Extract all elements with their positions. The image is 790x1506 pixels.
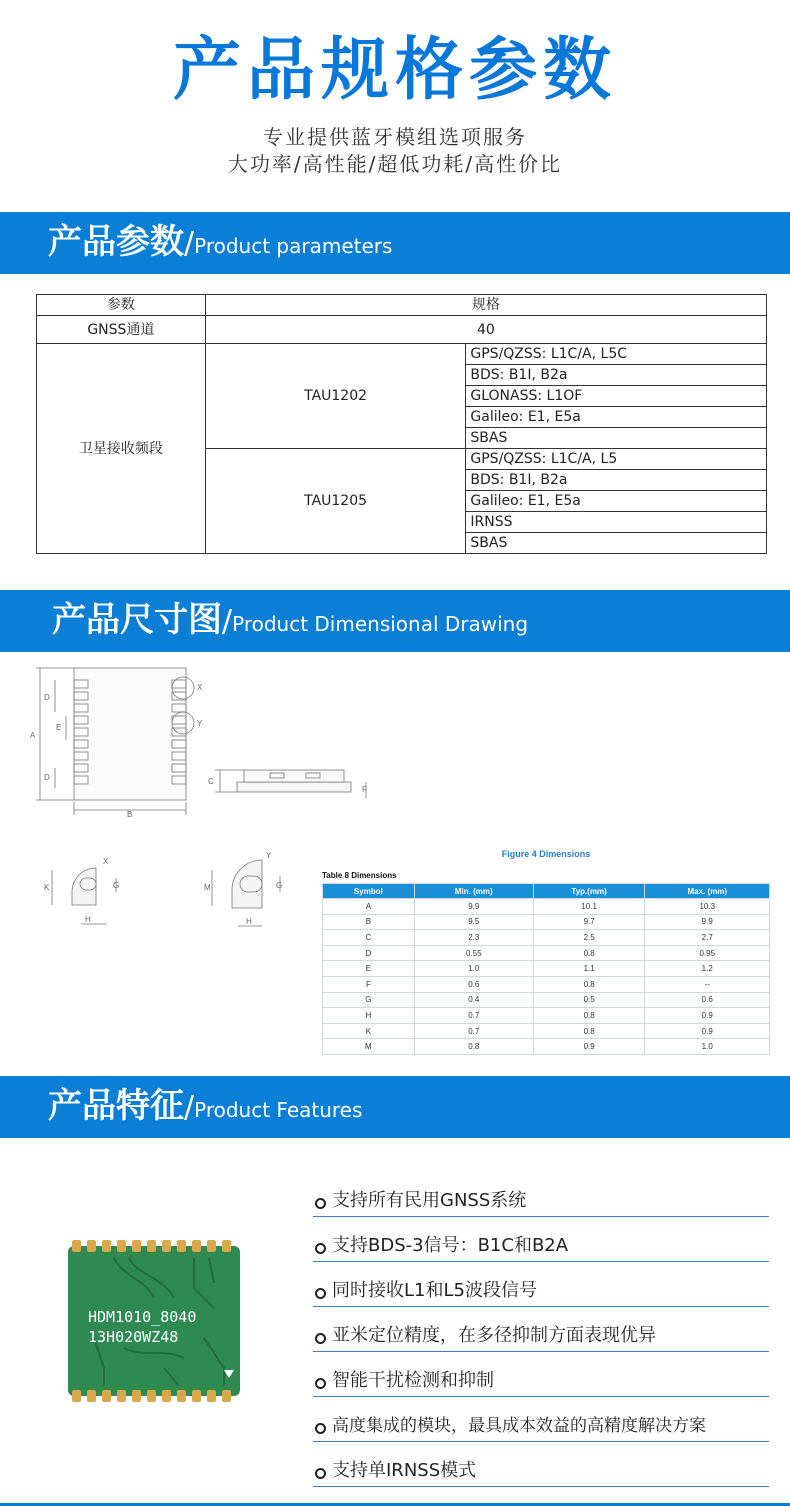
table-row [323, 945, 770, 961]
dim-label-f: F [362, 785, 367, 794]
section-header-drawing [0, 590, 790, 652]
title-separator: / [184, 226, 195, 261]
band-cell: SBAS [466, 428, 767, 449]
bottom-pads [72, 1390, 231, 1402]
table-row [323, 1039, 770, 1055]
table-cell: K [323, 1023, 415, 1039]
dim-label-c: C [208, 777, 214, 786]
section-title-en: Product parameters [194, 234, 393, 258]
bullet-icon [315, 1198, 326, 1209]
bullet-icon [315, 1333, 326, 1344]
table-row [323, 914, 770, 930]
title-separator: / [184, 1090, 195, 1125]
band-cell: BDS: B1I, B2a [466, 365, 767, 386]
list-item [313, 1262, 769, 1307]
table-cell: 10.3 [645, 899, 770, 915]
table-cell: 0.7 [414, 1008, 533, 1024]
bullet-icon [315, 1378, 326, 1389]
list-item [313, 1352, 769, 1397]
detail-x-label: X [103, 857, 109, 866]
band-cell: SBAS [466, 533, 767, 554]
figure-title: Figure 4 Dimensions [501, 849, 591, 859]
table-row [323, 930, 770, 946]
table-row [323, 1023, 770, 1039]
dim-label-m: M [204, 883, 211, 892]
table-cell: 9.9 [645, 914, 770, 930]
table-cell: 0.55 [414, 945, 533, 961]
section-header-params [0, 212, 790, 274]
section-title-en: Product Features [194, 1098, 363, 1122]
feature-text: 同时接收L1和L5波段信号 [332, 1280, 537, 1301]
dimension-table [322, 883, 770, 1055]
feature-list [313, 1172, 769, 1487]
feature-text: 智能干扰检测和抑制 [332, 1370, 494, 1391]
dim-label-d-2: D [44, 773, 50, 782]
module-outline [74, 668, 186, 800]
label-y: Y [197, 719, 203, 728]
feature-text: 亚米定位精度，在多径抑制方面表现优异 [332, 1325, 656, 1346]
table-cell: A [323, 899, 415, 915]
list-item [313, 1397, 769, 1442]
header-cell-param: 参数 [37, 295, 206, 316]
table-cell: B [323, 914, 415, 930]
table-cell: G [323, 992, 415, 1008]
dim-label-a: A [30, 731, 36, 740]
subtitle-service: 专业提供蓝牙模组选项服务 [263, 125, 527, 149]
column-header: Max. (mm) [645, 884, 770, 899]
bullet-icon [315, 1423, 326, 1434]
model-cell-tau1205: TAU1205 [205, 449, 466, 554]
dim-label-e: E [56, 723, 62, 732]
table-cell: 10.1 [533, 899, 645, 915]
table-cell: 2.7 [645, 930, 770, 946]
table-header-row [323, 884, 770, 899]
title-separator: / [222, 604, 233, 639]
dim-label-g-2: G [276, 881, 283, 890]
table-cell: 1.0 [645, 1039, 770, 1055]
module-photo [64, 1238, 244, 1404]
table-cell: F [323, 976, 415, 992]
table-cell: 0.8 [533, 1008, 645, 1024]
feature-text: 支持所有民用GNSS系统 [332, 1190, 527, 1211]
column-header: Min. (mm) [414, 884, 533, 899]
list-item [313, 1307, 769, 1352]
band-cell: GPS/QZSS: L1C/A, L5 [466, 449, 767, 470]
table-cell: M [323, 1039, 415, 1055]
dim-label-d: D [44, 693, 50, 702]
table-row [323, 961, 770, 977]
table-cell: 1.1 [533, 961, 645, 977]
module-marking-2: 13H020WZ48 [88, 1328, 179, 1346]
column-header: Typ.(mm) [533, 884, 645, 899]
feature-text: 支持单IRNSS模式 [332, 1460, 477, 1481]
table-row [323, 976, 770, 992]
gnss-value-cell: 40 [205, 316, 766, 344]
spec-table [36, 294, 767, 554]
table-cell: 0.9 [645, 1023, 770, 1039]
section-title-cn: 产品尺寸图 [52, 600, 222, 640]
table-row [37, 344, 767, 365]
table-cell: 9.9 [414, 899, 533, 915]
table-cell: H [323, 1008, 415, 1024]
dimension-table-title: Table 8 Dimensions [322, 871, 397, 880]
gnss-label-cell: GNSS通道 [37, 316, 206, 344]
side-view [215, 770, 366, 798]
top-pads [72, 1240, 231, 1252]
dim-label-h: H [85, 915, 91, 924]
table-cell: 0.5 [533, 992, 645, 1008]
model-cell-tau1202: TAU1202 [205, 344, 466, 449]
table-cell: 0.6 [645, 992, 770, 1008]
table-row [37, 316, 767, 344]
module-marking-1: HDM1010_8040 [88, 1308, 197, 1326]
detail-y-label: Y [266, 851, 272, 860]
table-cell: 1.2 [645, 961, 770, 977]
column-header: Symbol [323, 884, 415, 899]
header-cell-spec: 规格 [205, 295, 766, 316]
table-cell: 0.8 [414, 1039, 533, 1055]
list-item [313, 1217, 769, 1262]
section-title-cn: 产品特征 [48, 1086, 184, 1126]
table-cell: 0.8 [533, 976, 645, 992]
table-cell: 0.95 [645, 945, 770, 961]
table-row [37, 295, 767, 316]
section-title-en: Product Dimensional Drawing [232, 612, 529, 636]
table-cell: -- [645, 976, 770, 992]
list-item [313, 1442, 769, 1487]
list-item [313, 1172, 769, 1217]
table-cell: 0.8 [533, 945, 645, 961]
table-cell: E [323, 961, 415, 977]
table-cell: 1.0 [414, 961, 533, 977]
table-row [323, 992, 770, 1008]
table-cell: 0.6 [414, 976, 533, 992]
feature-text: 高度集成的模块，最具成本效益的高精度解决方案 [332, 1416, 706, 1436]
band-cell: Galileo: E1, E5a [466, 407, 767, 428]
top-view [36, 668, 194, 815]
table-cell: 9.5 [414, 914, 533, 930]
band-cell: Galileo: E1, E5a [466, 491, 767, 512]
table-cell: 2.3 [414, 930, 533, 946]
detail-x-view [52, 868, 116, 924]
label-x: X [197, 683, 203, 692]
band-cell: GLONASS: L1OF [466, 386, 767, 407]
table-cell: 2.5 [533, 930, 645, 946]
bullet-icon [315, 1288, 326, 1299]
section-title-cn: 产品参数 [48, 222, 184, 262]
table-cell: C [323, 930, 415, 946]
table-row [323, 899, 770, 915]
section-header-features [0, 1076, 790, 1138]
table-cell: D [323, 945, 415, 961]
dim-label-k: K [44, 883, 50, 892]
subtitle-features: 大功率/高性能/超低功耗/高性价比 [227, 152, 563, 176]
bullet-icon [315, 1468, 326, 1479]
page-title: 产品规格参数 [172, 31, 617, 110]
band-label-cell: 卫星接收频段 [37, 344, 206, 554]
table-row [323, 1008, 770, 1024]
band-cell: GPS/QZSS: L1C/A, L5C [466, 344, 767, 365]
band-cell: BDS: B1I, B2a [466, 470, 767, 491]
dim-label-g: G [113, 881, 120, 890]
table-cell: 0.8 [533, 1023, 645, 1039]
bullet-icon [315, 1243, 326, 1254]
feature-text: 支持BDS-3信号：B1C和B2A [332, 1235, 569, 1256]
table-cell: 0.4 [414, 992, 533, 1008]
band-cell: IRNSS [466, 512, 767, 533]
table-cell: 0.7 [414, 1023, 533, 1039]
table-cell: 0.9 [533, 1039, 645, 1055]
table-cell: 0.9 [645, 1008, 770, 1024]
dim-label-b: B [127, 810, 133, 819]
table-cell: 9.7 [533, 914, 645, 930]
dim-label-h-2: H [246, 917, 252, 926]
